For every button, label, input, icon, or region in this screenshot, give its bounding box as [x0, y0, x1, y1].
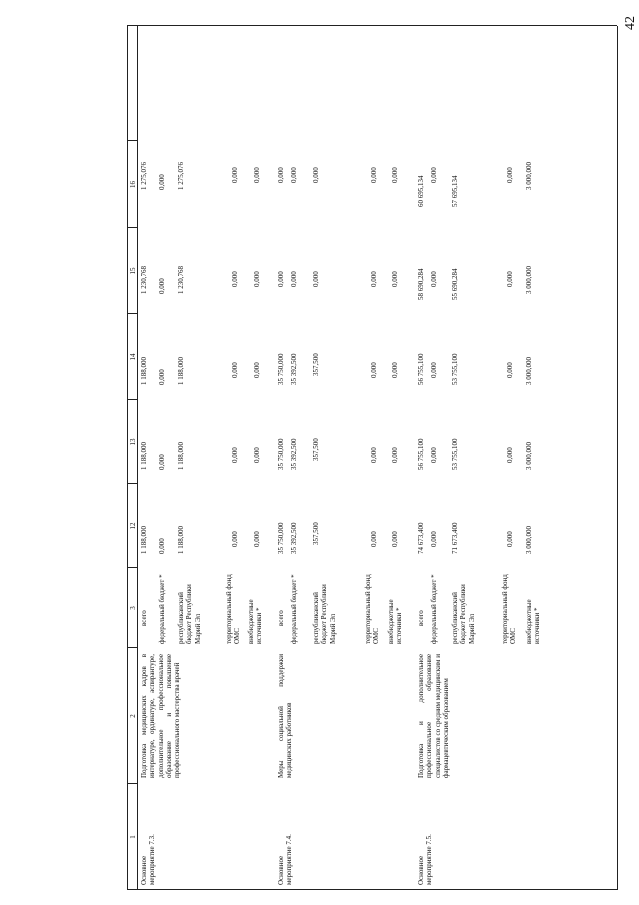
row-7-5-total-col16: 60 695,134 — [417, 175, 425, 207]
row-7-3-federal-col12: 0,000 — [158, 538, 166, 554]
row-7-4-federal-col16: 0,000 — [290, 167, 298, 183]
row-7-4-total-col14: 35 750,000 — [277, 353, 285, 385]
row-7-3-federal-col16: 0,000 — [158, 174, 166, 190]
row-7-3-republic-col15: 1 230,768 — [177, 266, 185, 294]
row-7-5-source-extrabudget: внебюджетные источники * — [525, 599, 542, 644]
row-7-4-federal-col12: 35 392,500 — [290, 522, 298, 554]
header-col-15: 15 — [129, 267, 137, 275]
row-7-5-title: Основное мероприятие 7.5. — [417, 834, 434, 885]
row-7-4-republic-col12: 357,500 — [312, 522, 320, 545]
row-7-5-federal-col13: 0,000 — [430, 447, 438, 463]
row-7-5-source-federal: федеральный бюджет * — [430, 574, 438, 644]
row-7-3-federal-col13: 0,000 — [158, 454, 166, 470]
row-7-3-extrabudget-col14: 0,000 — [253, 362, 261, 378]
row-7-5-total-col14: 56 755,100 — [417, 353, 425, 385]
row-7-5-extrabudget-col13: 3 000,000 — [525, 442, 533, 470]
row-7-4-republic-col13: 357,500 — [312, 438, 320, 461]
row-7-4-source-republic: республиканский бюджет Республики Марий Эл — [312, 584, 337, 644]
row-7-3-oms-col13: 0,000 — [231, 447, 239, 463]
row-7-5-extrabudget-col12: 3 000,000 — [525, 526, 533, 554]
row-7-5-total-col12: 74 673,400 — [417, 522, 425, 554]
row-7-4-oms-col15: 0,000 — [370, 271, 378, 287]
row-7-4-oms-col13: 0,000 — [370, 447, 378, 463]
header-col-16: 16 — [129, 181, 137, 188]
row-7-3-description: Подготовка медицинских кадров в интернатуре, ординатуре, аспирантуре, дополнительное профессиональное образование и повышение профессионального мастерства врачей — [140, 654, 182, 778]
row-7-3-oms-col15: 0,000 — [231, 271, 239, 287]
row-7-3-source-total: всего — [140, 610, 148, 626]
row-7-4-oms-col14: 0,000 — [370, 362, 378, 378]
row-7-4-extrabudget-col16: 0,000 — [391, 167, 399, 183]
row-7-4-republic-col14: 357,500 — [312, 353, 320, 376]
row-7-4-federal-col13: 35 392,500 — [290, 438, 298, 470]
row-7-5-federal-col12: 0,000 — [430, 531, 438, 547]
row-7-3-extrabudget-col13: 0,000 — [253, 447, 261, 463]
page-number: 42 — [623, 16, 638, 30]
row-7-5-oms-col12: 0,000 — [506, 531, 514, 547]
header-col-3: 3 — [129, 606, 137, 610]
row-7-4-source-oms: территориальный фонд ОМС — [364, 574, 381, 644]
row-7-3-title: Основное мероприятие 7.3. — [140, 834, 157, 885]
row-7-5-republic-col15: 55 690,284 — [451, 268, 459, 300]
row-7-3-extrabudget-col16: 0,000 — [253, 167, 261, 183]
row-7-5-republic-col13: 53 755,100 — [451, 438, 459, 470]
row-7-5-republic-col14: 53 755,100 — [451, 353, 459, 385]
row-7-5-oms-col14: 0,000 — [506, 362, 514, 378]
row-7-4-source-extrabudget: внебюджетные источники * — [387, 599, 404, 644]
row-7-3-extrabudget-col15: 0,000 — [253, 271, 261, 287]
row-7-5-oms-col15: 0,000 — [506, 271, 514, 287]
row-7-4-total-col12: 35 750,000 — [277, 522, 285, 554]
row-7-4-oms-col12: 0,000 — [370, 531, 378, 547]
row-7-4-extrabudget-col13: 0,000 — [391, 447, 399, 463]
row-7-3-federal-col14: 0,000 — [158, 369, 166, 385]
budget-table — [127, 26, 617, 890]
row-7-4-oms-col16: 0,000 — [370, 167, 378, 183]
row-7-3-source-republic: республиканский бюджет Республики Марий Эл — [177, 584, 202, 644]
row-7-5-federal-col15: 0,000 — [430, 271, 438, 287]
header-col-13: 13 — [129, 438, 137, 446]
row-7-3-total-col16: 1 275,076 — [140, 162, 148, 190]
row-7-3-extrabudget-col12: 0,000 — [253, 531, 261, 547]
row-7-4-federal-col15: 0,000 — [290, 271, 298, 287]
row-7-4-total-col15: 0,000 — [277, 271, 285, 287]
row-7-4-source-total: всего — [277, 610, 285, 626]
header-col-12: 12 — [129, 522, 137, 530]
row-7-5-oms-col16: 0,000 — [506, 167, 514, 183]
row-7-5-extrabudget-col15: 3 000,000 — [525, 266, 533, 294]
row-7-3-republic-col12: 1 188,000 — [177, 526, 185, 554]
row-7-4-republic-col16: 0,000 — [312, 167, 320, 183]
row-7-5-extrabudget-col14: 3 000,000 — [525, 357, 533, 385]
row-7-3-total-col13: 1 188,000 — [140, 442, 148, 470]
row-7-3-federal-col15: 0,000 — [158, 278, 166, 294]
row-7-4-extrabudget-col14: 0,000 — [391, 362, 399, 378]
row-7-3-source-federal: федеральный бюджет * — [158, 574, 166, 644]
row-7-4-title: Основное мероприятие 7.4. — [277, 834, 294, 885]
row-7-5-source-republic: республиканский бюджет Республики Марий Эл — [451, 584, 476, 644]
row-7-3-republic-col14: 1 188,000 — [177, 357, 185, 385]
row-7-3-total-col14: 1 188,000 — [140, 357, 148, 385]
row-7-3-total-col15: 1 230,768 — [140, 266, 148, 294]
row-7-3-source-oms: территориальный фонд ОМС — [225, 574, 242, 644]
row-7-5-total-col13: 56 755,100 — [417, 438, 425, 470]
row-7-4-extrabudget-col15: 0,000 — [391, 271, 399, 287]
row-7-4-source-federal: федеральный бюджет * — [290, 574, 298, 644]
row-7-3-republic-col13: 1 188,000 — [177, 442, 185, 470]
row-7-3-oms-col16: 0,000 — [231, 167, 239, 183]
row-7-5-republic-col12: 71 673,400 — [451, 522, 459, 554]
row-7-4-description: Меры социальной поддержки медицинских работников — [277, 654, 294, 778]
row-7-3-total-col12: 1 188,000 — [140, 526, 148, 554]
row-7-5-source-total: всего — [417, 610, 425, 626]
row-7-3-oms-col12: 0,000 — [231, 531, 239, 547]
row-7-5-description: Подготовка и дополнительное профессиональное образование специалистов со средним медицинским и фармацевтическим образованием — [417, 654, 450, 778]
row-7-4-republic-col15: 0,000 — [312, 271, 320, 287]
row-7-3-republic-col16: 1 275,076 — [177, 162, 185, 190]
row-7-5-federal-col16: 0,000 — [430, 167, 438, 183]
row-7-3-oms-col14: 0,000 — [231, 362, 239, 378]
row-7-5-federal-col14: 0,000 — [430, 362, 438, 378]
row-7-3-source-extrabudget: внебюджетные источники * — [247, 599, 264, 644]
row-7-5-total-col15: 58 690,284 — [417, 268, 425, 300]
row-7-5-republic-col16: 57 695,134 — [451, 175, 459, 207]
row-7-4-extrabudget-col12: 0,000 — [391, 531, 399, 547]
row-7-5-oms-col13: 0,000 — [506, 447, 514, 463]
header-col-1: 1 — [129, 835, 137, 839]
row-7-5-extrabudget-col16: 3 000,000 — [525, 162, 533, 190]
header-col-2: 2 — [129, 714, 137, 718]
row-7-4-total-col13: 35 750,000 — [277, 438, 285, 470]
row-7-4-total-col16: 0,000 — [277, 167, 285, 183]
header-col-14: 14 — [129, 353, 137, 361]
row-7-4-federal-col14: 35 392,500 — [290, 353, 298, 385]
row-7-5-source-oms: территориальный фонд ОМС — [501, 574, 518, 644]
